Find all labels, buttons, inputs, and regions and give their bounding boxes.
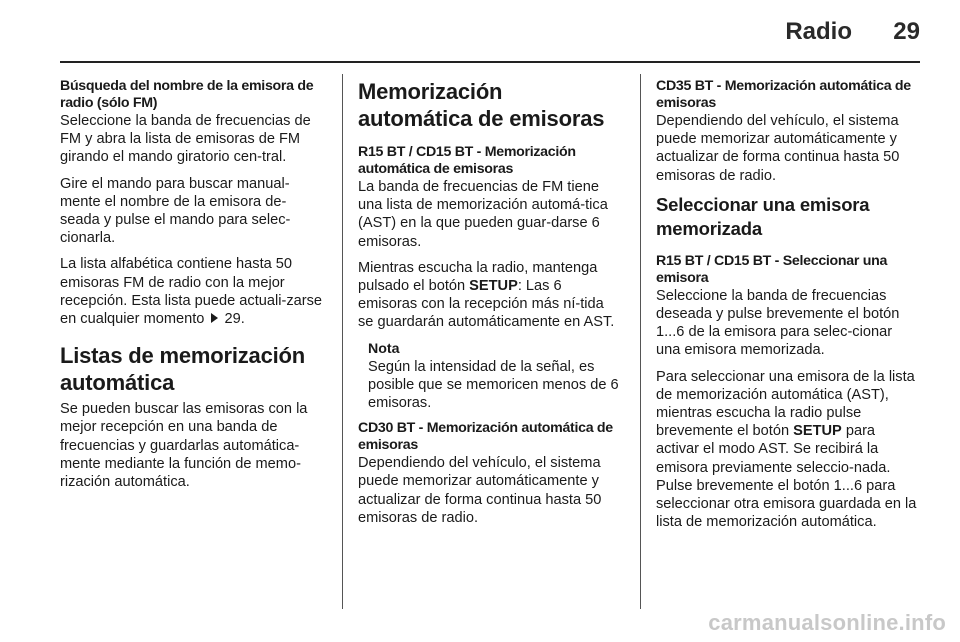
heading-autostore-stations: Memorización automática de emisoras (358, 79, 605, 131)
paragraph-text: : Las 6 emisoras con la recepción más ní-tida se guardarán automáticamente en AST. (358, 278, 615, 331)
paragraph: Gire el mando para buscar manual-mente el nombre de la emisora de-seada y pulse el mando para selec-cionarla. (60, 175, 291, 247)
note-box (368, 340, 622, 413)
page-reference-link[interactable]: 29. (224, 311, 245, 328)
setup-button-label: SETUP (469, 278, 518, 295)
paragraph: Dependiendo del vehículo, el sistema puede memorizar automáticamente y actualizar de forma continua hasta 50 emisoras de radio. (358, 455, 602, 526)
paragraph-text: Para seleccionar una emisora de la lista de memorización automática (AST), mientras escucha la radio pulse brevemente el botón (656, 368, 915, 440)
paragraph: Seleccione la banda de frecuencias deseada y pulse brevemente el botón 1...6 de la emisora para selec-cionar una emisora memorizada. (656, 287, 900, 359)
heading-autostore-lists: Listas de memorización automática (60, 343, 306, 396)
paragraph: Seleccione la banda de frecuencias de FM y abra la lista de emisoras de FM girando el mando giratorio cen-tral. (60, 113, 311, 166)
paragraph (656, 368, 920, 532)
paragraph (60, 255, 324, 328)
paragraph (358, 259, 622, 332)
paragraph: Dependiendo del vehículo, el sistema puede memorizar automáticamente y actualizar de forma continua hasta 50 emisoras de radio. (656, 113, 900, 184)
paragraph-text: La lista alfabética contiene hasta 50 emisoras FM de radio con la mejor recepción. Esta lista puede actuali-zarse en cualquier momento (60, 256, 323, 328)
paragraph: Se pueden buscar las emisoras con la mejor recepción en una banda de frecuencias y guardarlas automática-mente mediante la función de memo-rización automática. (60, 401, 308, 491)
subheading-cd35-autostore: CD35 BT - Memorización automática de emisoras (656, 78, 911, 111)
header-divider (60, 61, 920, 63)
page-header (0, 0, 960, 60)
paragraph-text: para activar el modo AST. Se recibirá la emisora previamente seleccio-nada. Pulse brevemente el botón 1...6 para seleccionar otra emisora guardada en la lista de memorización automática. (656, 423, 917, 531)
column-divider (342, 74, 343, 609)
subheading-r15-cd15-autostore: R15 BT / CD15 BT - Memorización automática de emisoras (358, 144, 576, 177)
section-title: Radio (785, 18, 852, 45)
page-reference-arrow-icon (211, 313, 218, 323)
setup-button-label: SETUP (793, 423, 842, 440)
subheading-r15-cd15-select: R15 BT / CD15 BT - Seleccionar una emisora (656, 252, 888, 286)
column-2 (358, 78, 622, 535)
column-1 (60, 78, 324, 499)
note-title: Nota (368, 340, 400, 357)
column-3 (656, 78, 920, 539)
paragraph: La banda de frecuencias de FM tiene una lista de memorización automá-tica (AST) en la que pueden guar-darse 6 emisoras. (358, 179, 608, 250)
heading-select-stored-station: Seleccionar una emisora memorizada (656, 193, 870, 239)
watermark-text: carmanualsonline.info (708, 610, 946, 635)
page-number: 29 (893, 18, 920, 45)
note-text: Según la intensidad de la señal, es posible que se memoricen menos de 6 emisoras. (368, 358, 619, 412)
subheading-search-station-name: Búsqueda del nombre de la emisora de radio (sólo FM) (60, 78, 314, 111)
column-divider (640, 74, 641, 609)
paragraph-text: Mientras escucha la radio, mantenga pulsado el botón (358, 259, 598, 295)
subheading-cd30-autostore: CD30 BT - Memorización automática de emisoras (358, 420, 613, 454)
